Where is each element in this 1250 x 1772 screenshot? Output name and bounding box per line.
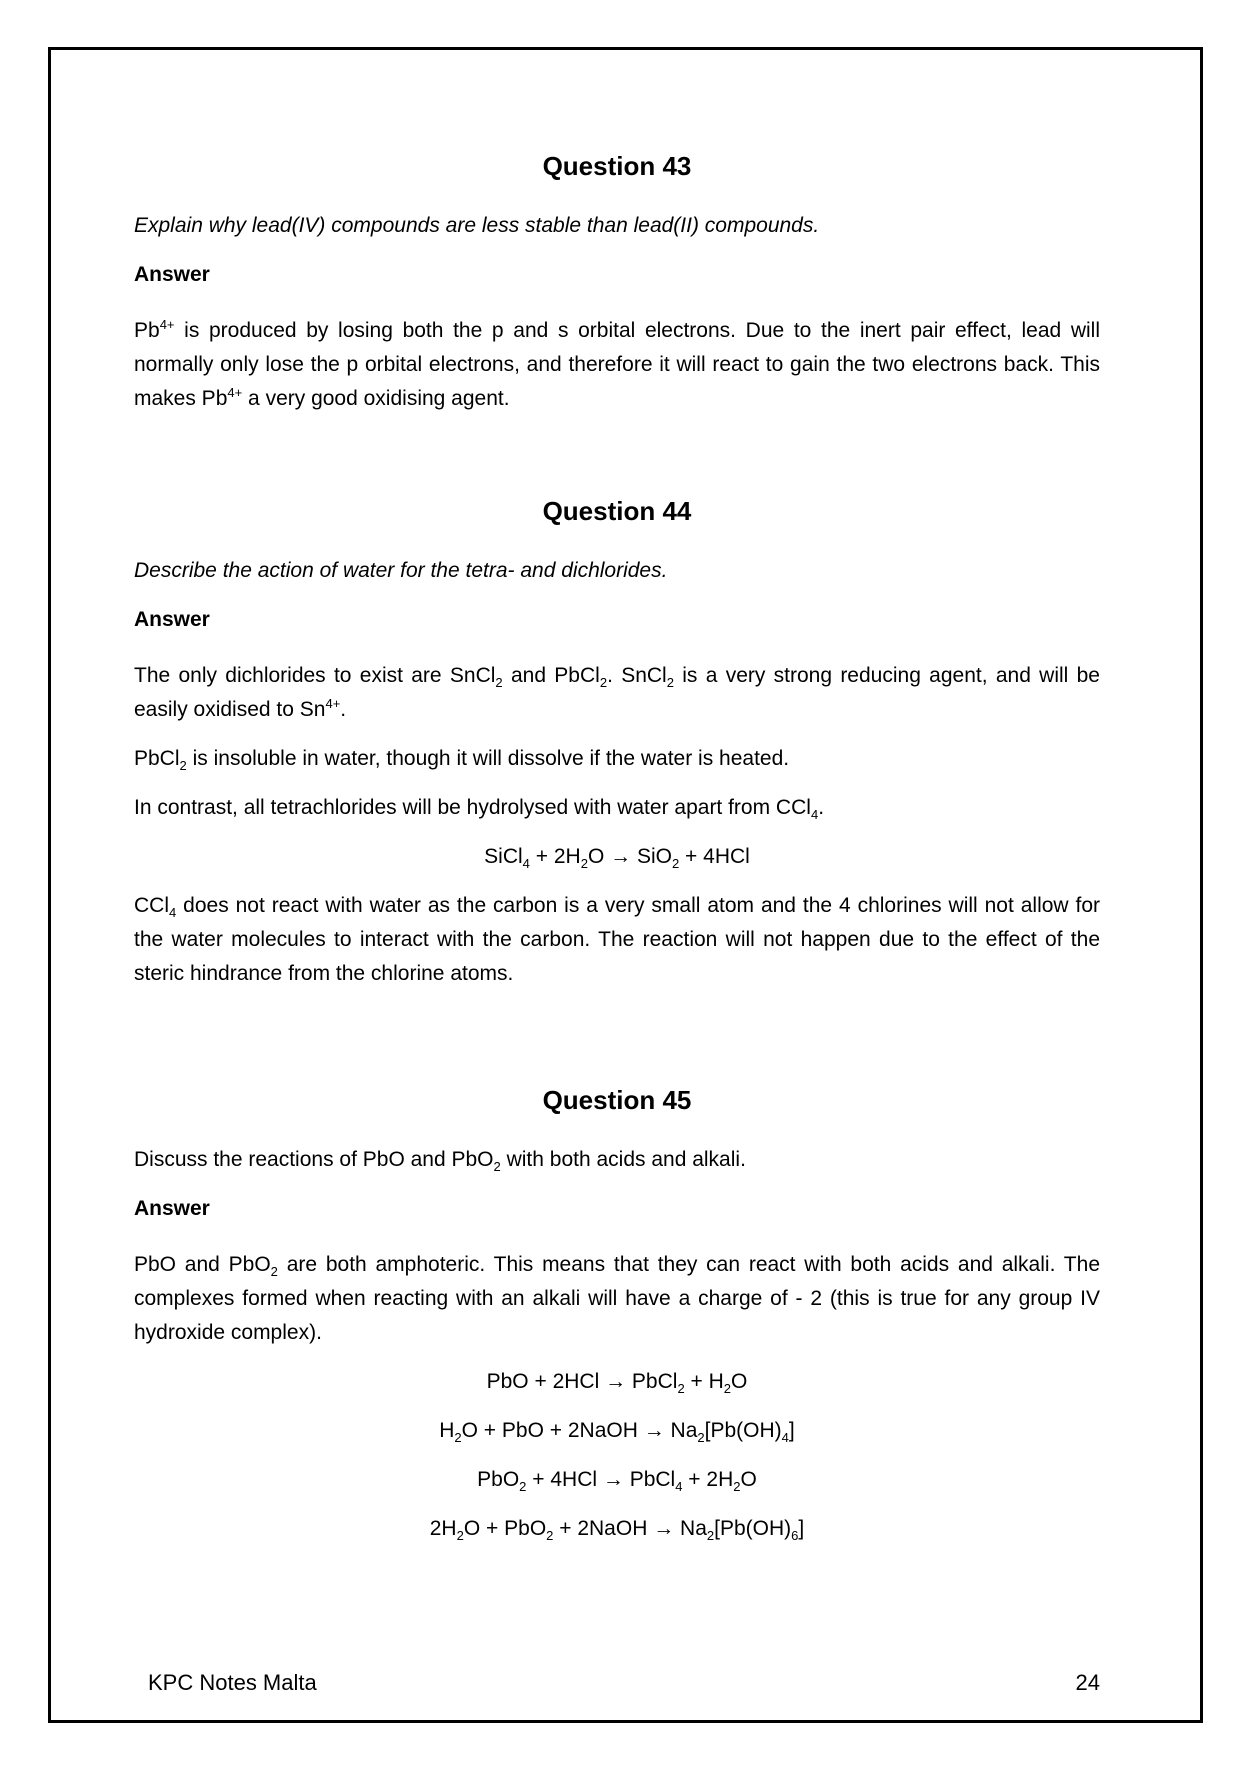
section-question-44 xyxy=(134,494,1100,991)
question-45-equation-1: PbO + 2HCl → PbCl$_2$ + $H_2O$ xyxy=(486,1370,748,1397)
question-45-equation-2: $H_2O$ + PbO + 2NaOH → $Na_2[Pb(OH)_4]$ xyxy=(439,1419,795,1446)
footer-page-number: 24 xyxy=(1075,1670,1100,1695)
question-43-heading: Question 43 xyxy=(542,151,692,181)
question-45-answer-label: Answer xyxy=(134,1197,210,1220)
question-44-equation: SiCl$_4$ + $2H_2O \to SiO_2 + 4HCl$ xyxy=(484,845,750,872)
question-44-text: Describe the action of water for the tetra- and dichlorides. xyxy=(134,559,668,582)
question-44-heading: Question 44 xyxy=(542,496,692,526)
question-45-equation-4: $2H_2O + PbO_2$ + 2NaOH → $Na_2[Pb(OH)_6]$ xyxy=(429,1517,805,1544)
question-44-answer-label: Answer xyxy=(134,608,210,631)
question-44-answer-paragraph-4: CCl$_4$ does not react with water as the carbon is a very small atom and the 4 chlorines will not allow for the water molecules to interact with the carbon. The reaction will not happen due to the effect of the steric hindrance from the chlorine atoms. xyxy=(134,894,1100,985)
question-44-answer-paragraph-3: In contrast, all tetrachlorides will be hydrolysed with water apart from CCl$_4$. xyxy=(134,796,825,823)
question-45-answer-paragraph: PbO and PbO$_2$ are both amphoteric. This means that they can react with both acids and alkali. The complexes formed when reacting with an alkali will have a charge of - 2 (this is true for any group IV hydroxide complex). xyxy=(134,1253,1100,1344)
question-45-heading: Question 45 xyxy=(542,1085,692,1115)
question-43-text: Explain why lead(IV) compounds are less stable than lead(II) compounds. xyxy=(134,214,820,237)
section-question-45 xyxy=(134,1083,1100,1546)
question-44-answer-paragraph-1: The only dichlorides to exist are SnCl$_2$ and PbCl$_2$. SnCl$_2$ is a very strong reducing agent, and will be easily oxidised to $Sn^{4+}$. xyxy=(134,664,1100,721)
footer-document-title: KPC Notes Malta xyxy=(148,1670,317,1695)
page-footer xyxy=(148,1668,1100,1698)
section-question-43 xyxy=(134,149,1100,416)
question-43-answer-paragraph: $Pb^{4+}$ is produced by losing both the p and s orbital electrons. Due to the inert pair effect, lead will normally only lose the p orbital electrons, and therefore it will react to gain the two electrons back. This makes $Pb^{4+}$ a very good oxidising agent. xyxy=(134,317,1100,410)
question-45-text: Discuss the reactions of PbO and PbO$_2$ with both acids and alkali. xyxy=(134,1148,746,1175)
page-content xyxy=(134,0,1100,1561)
question-45-equation-3: PbO$_2$ + 4HCl → PbCl$_4$ + $2H_2O$ xyxy=(477,1468,757,1495)
question-43-answer-label: Answer xyxy=(134,263,210,286)
question-44-answer-paragraph-2: PbCl$_2$ is insoluble in water, though it will dissolve if the water is heated. xyxy=(134,747,790,774)
